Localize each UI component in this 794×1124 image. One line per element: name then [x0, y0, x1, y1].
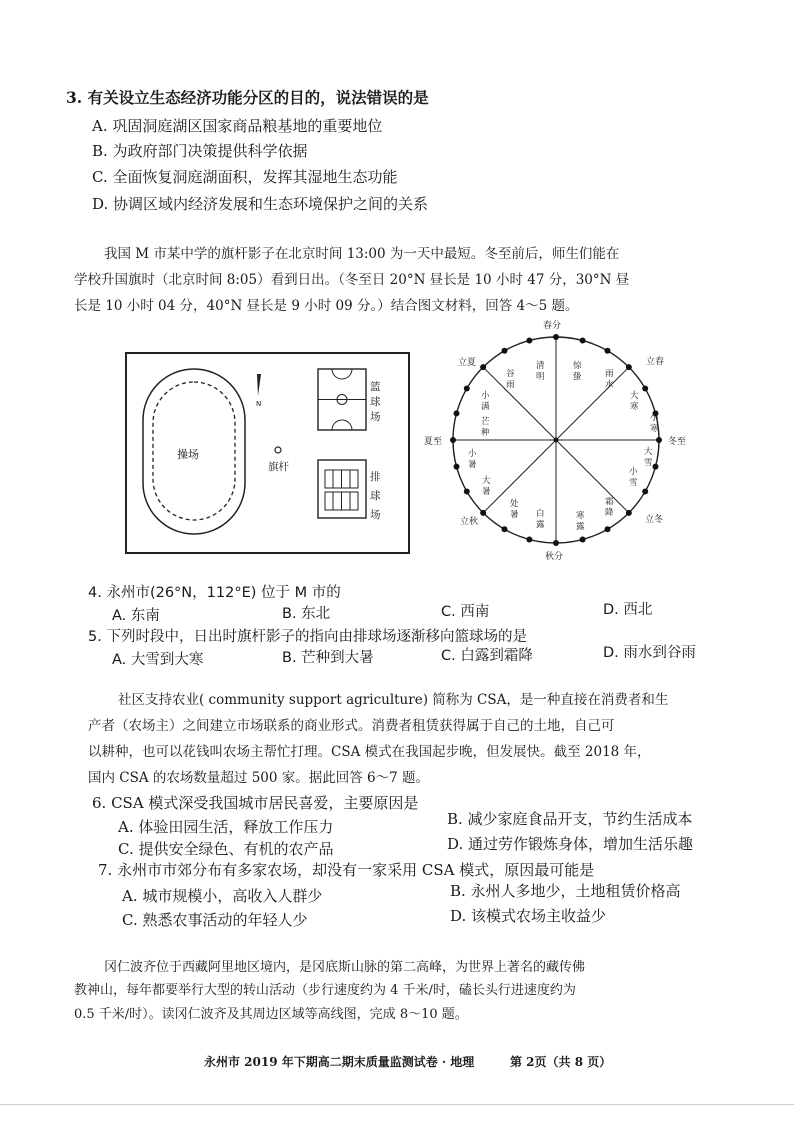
- q3-option-d: D. 协调区域内经济发展和生态环境保护之间的关系: [92, 195, 429, 213]
- north-arrow-icon: [257, 374, 261, 396]
- term-lidong: 立冬: [645, 515, 664, 525]
- basketball-label-3: 场: [370, 411, 381, 423]
- term-liqiu: 立秋: [460, 517, 479, 527]
- solar-term-dot: [526, 536, 532, 542]
- q6-option-b: B. 减少家庭食品开支，节约生活成本: [447, 810, 693, 828]
- term-qiufen: 秋分: [545, 552, 564, 562]
- q7-option-b: B. 永州人多地少，土地租赁价格高: [450, 882, 681, 900]
- flagpole-icon: [275, 447, 281, 453]
- page-bottom-rule: [0, 1104, 794, 1105]
- sector-mangzhong: 芒种: [481, 417, 490, 438]
- wheel-spoke: [556, 440, 629, 513]
- basketball-label-1: 篮: [370, 381, 381, 393]
- wheel-spoke: [483, 440, 556, 513]
- passage3-line3: 0.5 千米/时）。读冈仁波齐及其周边区域等高线图，完成 8～10 题。: [74, 1007, 468, 1022]
- basketball-court: [318, 369, 366, 430]
- q5-option-a: A. 大雪到大寒: [112, 652, 204, 668]
- passage2-line4: 国内 CSA 的农场数量超过 500 家。据此回答 6～7 题。: [88, 770, 430, 786]
- solar-term-dot: [642, 489, 648, 495]
- q3-option-b: B. 为政府部门决策提供科学依据: [92, 142, 308, 160]
- solar-term-dot: [605, 526, 611, 532]
- volleyball-label-3: 场: [370, 509, 381, 521]
- q6-option-c: C. 提供安全绿色、有机的农产品: [118, 840, 334, 858]
- term-lichun: 立春: [646, 357, 665, 367]
- q3-option-a: A. 巩固洞庭湖区国家商品粮基地的重要地位: [92, 117, 383, 135]
- solar-term-dot: [626, 510, 632, 516]
- sector-xiaoshu: 小暑: [468, 449, 477, 470]
- q6-option-a: A. 体验田园生活，释放工作压力: [118, 818, 334, 836]
- q6-stem: 6. CSA 模式深受我国城市居民喜爱，主要原因是: [92, 794, 419, 812]
- north-label: N: [256, 400, 262, 408]
- q4-option-b: B. 东北: [282, 606, 331, 622]
- sector-yushui: 雨水: [605, 369, 614, 390]
- volleyball-label-2: 球: [370, 490, 381, 502]
- sector-guyu: 谷雨: [506, 369, 515, 390]
- solar-term-dot: [652, 464, 658, 470]
- passage1-line3: 长是 10 小时 04 分，40°N 昼长是 9 小时 09 分。）结合图文材料，回答 4～5 题。: [74, 298, 579, 314]
- solar-term-dot: [526, 338, 532, 344]
- passage3-line2: 教神山，每年都要举行大型的转山活动（步行速度约为 4 千米/时，磕长头行进速度约为: [74, 983, 576, 998]
- solar-term-dot: [580, 338, 586, 344]
- volleyball-label-1: 排: [370, 471, 381, 483]
- q7-option-c: C. 熟悉农事活动的年轻人少: [122, 911, 308, 929]
- playground-label: 操场: [177, 448, 199, 461]
- solar-term-dot: [450, 437, 456, 443]
- sector-chushu: 处暑: [510, 499, 519, 520]
- wheel-geometry: [450, 334, 665, 546]
- volleyball-court: [318, 460, 366, 518]
- sector-xiaoman: 小满: [481, 391, 490, 412]
- sector-qingming: 清明: [536, 361, 545, 382]
- q6-option-d: D. 通过劳作锻炼身体，增加生活乐趣: [447, 835, 694, 853]
- term-dongzhi: 冬至: [668, 437, 687, 447]
- passage3-line1: 冈仁波齐位于西藏阿里地区境内，是冈底斯山脉的第二高峰，为世界上著名的藏传佛: [104, 960, 586, 975]
- term-xiazhi: 夏至: [424, 437, 443, 447]
- q7-option-d: D. 该模式农场主收益少: [450, 907, 607, 925]
- footer-page: 第 2页（共 8 页）: [510, 1055, 612, 1069]
- passage2-line3: 以耕种，也可以花钱叫农场主帮忙打理。CSA 模式在我国起步晚，但发展快。截至 2018 年，: [88, 744, 651, 760]
- q4-option-a: A. 东南: [112, 608, 160, 624]
- q7-stem: 7. 永州市市郊分布有多家农场，却没有一家采用 CSA 模式，原因最可能是: [98, 861, 595, 879]
- passage1-line1: 我国 M 市某中学的旗杆影子在北京时间 13:00 为一天中最短。冬至前后，师生们能在: [104, 246, 620, 262]
- sector-daxue: 大雪: [644, 447, 653, 468]
- solar-term-dot: [502, 526, 508, 532]
- wheel-spoke: [556, 367, 629, 440]
- solar-term-dot: [464, 386, 470, 392]
- wheel-center-dot: [554, 438, 559, 443]
- solar-term-dot: [605, 348, 611, 354]
- sector-dahan: 大寒: [630, 391, 639, 412]
- q3-stem: 3. 有关设立生态经济功能分区的目的，说法错误的是: [66, 88, 429, 107]
- sector-jingzhe: 惊蛰: [573, 361, 582, 382]
- solar-term-dot: [454, 410, 460, 416]
- q4-option-c: C. 西南: [441, 604, 490, 620]
- solar-term-dot: [656, 437, 662, 443]
- term-lixia: 立夏: [458, 358, 477, 368]
- solar-term-dot: [580, 536, 586, 542]
- footer-title: 永州市 2019 年下期高二期末质量监测试卷 · 地理: [204, 1055, 475, 1069]
- q5-option-b: B. 芒种到大暑: [282, 650, 374, 666]
- q7-option-a: A. 城市规模小，高收入人群少: [122, 887, 323, 905]
- sector-xiaoxue: 小雪: [629, 467, 638, 488]
- campus-map: [125, 352, 410, 554]
- q5-stem: 5. 下列时段中，日出时旗杆影子的指向由排球场逐渐移向篮球场的是: [88, 629, 527, 645]
- term-chunfen: 春分: [543, 321, 562, 331]
- flagpole-label: 旗杆: [268, 461, 289, 473]
- q3-option-c: C. 全面恢复洞庭湖面积，发挥其湿地生态功能: [92, 168, 398, 186]
- solar-term-dot: [642, 386, 648, 392]
- solar-term-dot: [553, 334, 559, 340]
- sector-labels: [468, 360, 659, 532]
- basketball-label-2: 球: [370, 396, 381, 408]
- sector-dashu: 大暑: [482, 476, 491, 497]
- passage2-line1: 社区支持农业( community support agriculture) 简称为 CSA，是一种直接在消费者和生: [118, 692, 669, 708]
- sector-xiaohan: 小寒: [650, 413, 659, 434]
- solar-term-dot: [626, 364, 632, 370]
- solar-term-dot: [480, 364, 486, 370]
- solar-term-dot: [480, 510, 486, 516]
- solar-term-dot: [464, 489, 470, 495]
- wheel-spoke: [483, 367, 556, 440]
- q4-stem: 4. 永州市(26°N，112°E) 位于 M 市的: [88, 585, 341, 601]
- q5-option-d: D. 雨水到谷雨: [603, 645, 696, 661]
- solar-term-dot: [553, 540, 559, 546]
- sector-bailu: 白露: [536, 509, 545, 530]
- q4-option-d: D. 西北: [603, 602, 653, 618]
- sector-hanlu: 寒露: [576, 511, 585, 532]
- q5-option-c: C. 白露到霜降: [441, 648, 533, 664]
- solar-term-dot: [454, 464, 460, 470]
- solar-term-dot: [502, 348, 508, 354]
- sector-shuangjiang: 霜降: [605, 497, 614, 518]
- passage1-line2: 学校升国旗时（北京时间 8:05）看到日出。（冬至日 20°N 昼长是 10 小时 47 分，30°N 昼: [74, 272, 630, 288]
- solar-terms-wheel: [418, 316, 698, 568]
- passage2-line2: 产者（农场主）之间建立市场联系的商业形式。消费者租赁获得属于自己的土地，自己可: [88, 718, 615, 734]
